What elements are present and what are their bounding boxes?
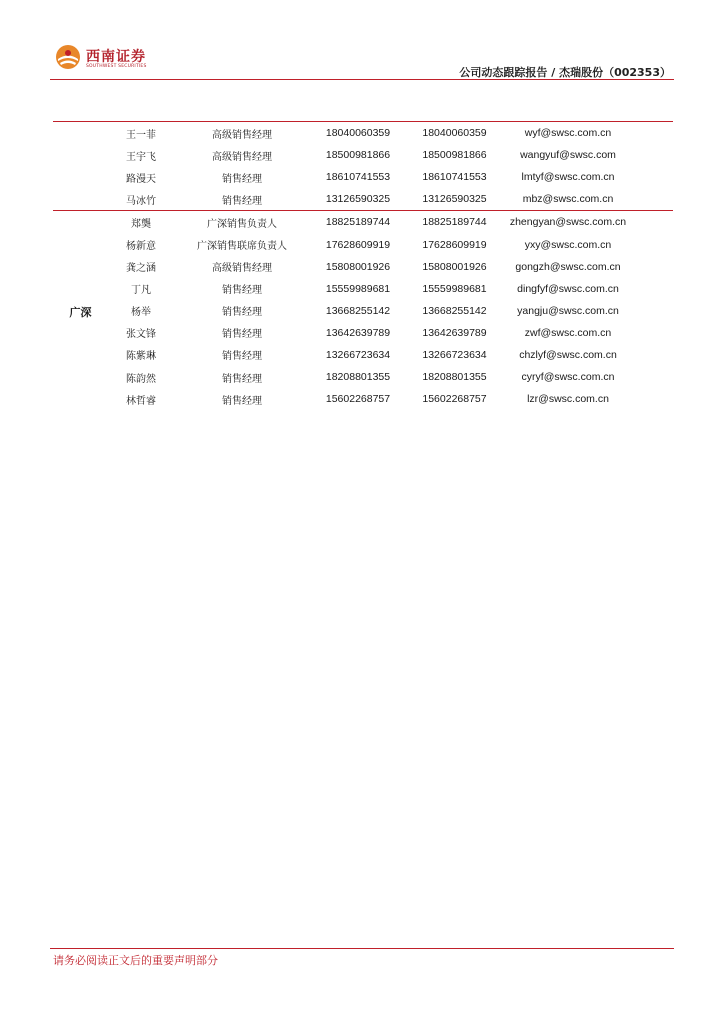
contact-name: 林哲睿: [126, 395, 156, 407]
contact-title: 销售经理: [222, 395, 262, 407]
contact-name: 王宇飞: [126, 151, 156, 163]
contact-row: [108, 188, 673, 210]
contact-row: [108, 122, 673, 144]
region-label: [53, 122, 108, 210]
contact-title: 销售经理: [222, 307, 262, 319]
contact-email[interactable]: lzr@swsc.com.cn: [527, 393, 609, 406]
contact-row: [108, 322, 673, 344]
contact-email[interactable]: zhengyan@swsc.com.cn: [509, 216, 627, 229]
contact-row: [108, 300, 673, 322]
contact-name: 王一菲: [126, 129, 156, 141]
contact-mobile: 15808001926: [422, 260, 487, 273]
contact-title: 销售经理: [222, 285, 262, 297]
contact-row: [108, 166, 673, 188]
contact-email[interactable]: lmtyf@swsc.com.cn: [521, 171, 615, 184]
contact-name: 马冰竹: [126, 195, 156, 207]
contact-group: [53, 122, 673, 210]
contact-name: 路漫天: [126, 173, 156, 185]
contact-name: 陈韵然: [126, 373, 156, 385]
contact-mobile: 13642639789: [422, 326, 487, 339]
contact-row: [108, 256, 673, 278]
contact-title: 高级销售经理: [212, 151, 272, 163]
region-label: 广深: [69, 305, 92, 319]
footer-divider: [50, 948, 674, 949]
footer-disclaimer: 请务必阅读正文后的重要声明部分: [53, 954, 218, 967]
contact-email[interactable]: wyf@swsc.com.cn: [524, 127, 612, 140]
contact-phone: 18040060359: [325, 127, 391, 140]
contact-title: 高级销售经理: [212, 129, 272, 141]
contact-mobile: 18825189744: [422, 216, 487, 229]
contact-row: [108, 211, 673, 233]
contact-name: 郑龑: [131, 218, 151, 230]
contact-phone: 15559989681: [325, 282, 391, 295]
contact-email[interactable]: yangju@swsc.com.cn: [517, 304, 619, 317]
company-logo: [55, 44, 165, 72]
contact-phone: 15808001926: [325, 260, 391, 273]
contact-phone: 15602268757: [325, 393, 391, 406]
contact-mobile: 18040060359: [422, 127, 487, 140]
contact-mobile: 15602268757: [422, 393, 487, 406]
report-header-title: 公司动态跟踪报告 / 杰瑞股份（002353）: [459, 66, 671, 79]
contact-title: 销售经理: [222, 351, 262, 363]
contact-mobile: 15559989681: [422, 282, 487, 295]
contact-mobile: 13126590325: [422, 193, 487, 206]
contact-row: [108, 388, 673, 410]
contact-title: 销售经理: [222, 195, 262, 207]
contact-row: [108, 344, 673, 366]
contact-email[interactable]: chzlyf@swsc.com.cn: [519, 348, 617, 361]
contact-name: 杨新意: [126, 241, 156, 253]
contact-mobile: 17628609919: [422, 238, 487, 251]
contact-phone: 18500981866: [325, 149, 391, 162]
contact-phone: 18208801355: [325, 371, 391, 384]
contact-title: 广深销售负责人: [207, 218, 277, 230]
contact-email[interactable]: cyryf@swsc.com.cn: [521, 371, 615, 384]
contact-phone: 13126590325: [325, 193, 391, 206]
contact-email[interactable]: wangyuf@swsc.com: [520, 149, 616, 162]
sun-logo-icon: [55, 44, 81, 70]
contact-mobile: 13266723634: [422, 348, 487, 361]
contact-email[interactable]: yxy@swsc.com.cn: [524, 238, 612, 251]
contact-title: 高级销售经理: [212, 263, 272, 275]
contact-row: [108, 144, 673, 166]
sales-contact-table: [53, 121, 673, 410]
contact-email[interactable]: gongzh@swsc.com.cn: [515, 260, 621, 273]
logo-text-en: SOUTHWEST SECURITIES: [86, 64, 147, 69]
contact-name: 陈紫琳: [126, 351, 156, 363]
contact-mobile: 18610741553: [422, 171, 487, 184]
contact-row: [108, 233, 673, 255]
contact-row: [108, 278, 673, 300]
contact-mobile: 18500981866: [422, 149, 487, 162]
header-divider: [50, 79, 674, 80]
contact-name: 杨举: [131, 307, 151, 319]
contact-phone: 13668255142: [325, 304, 391, 317]
contact-email[interactable]: mbz@swsc.com.cn: [522, 193, 614, 206]
contact-group: [53, 210, 673, 410]
contact-phone: 13266723634: [325, 348, 391, 361]
contact-name: 丁凡: [131, 285, 151, 297]
contact-name: 龚之涵: [126, 263, 156, 275]
contact-mobile: 13668255142: [422, 304, 487, 317]
contact-title: 销售经理: [222, 373, 262, 385]
logo-text-cn: 西南证券: [86, 49, 146, 65]
contact-title: 销售经理: [222, 173, 262, 185]
contact-name: 张文锋: [126, 329, 156, 341]
contact-email[interactable]: dingfyf@swsc.com.cn: [517, 282, 619, 295]
contact-email[interactable]: zwf@swsc.com.cn: [524, 326, 612, 339]
contact-title: 广深销售联席负责人: [197, 241, 287, 253]
contact-phone: 17628609919: [325, 238, 391, 251]
contact-phone: 18825189744: [325, 216, 391, 229]
contact-phone: 13642639789: [325, 326, 391, 339]
contact-title: 销售经理: [222, 329, 262, 341]
contact-phone: 18610741553: [325, 171, 391, 184]
contact-mobile: 18208801355: [422, 371, 487, 384]
contact-row: [108, 366, 673, 388]
